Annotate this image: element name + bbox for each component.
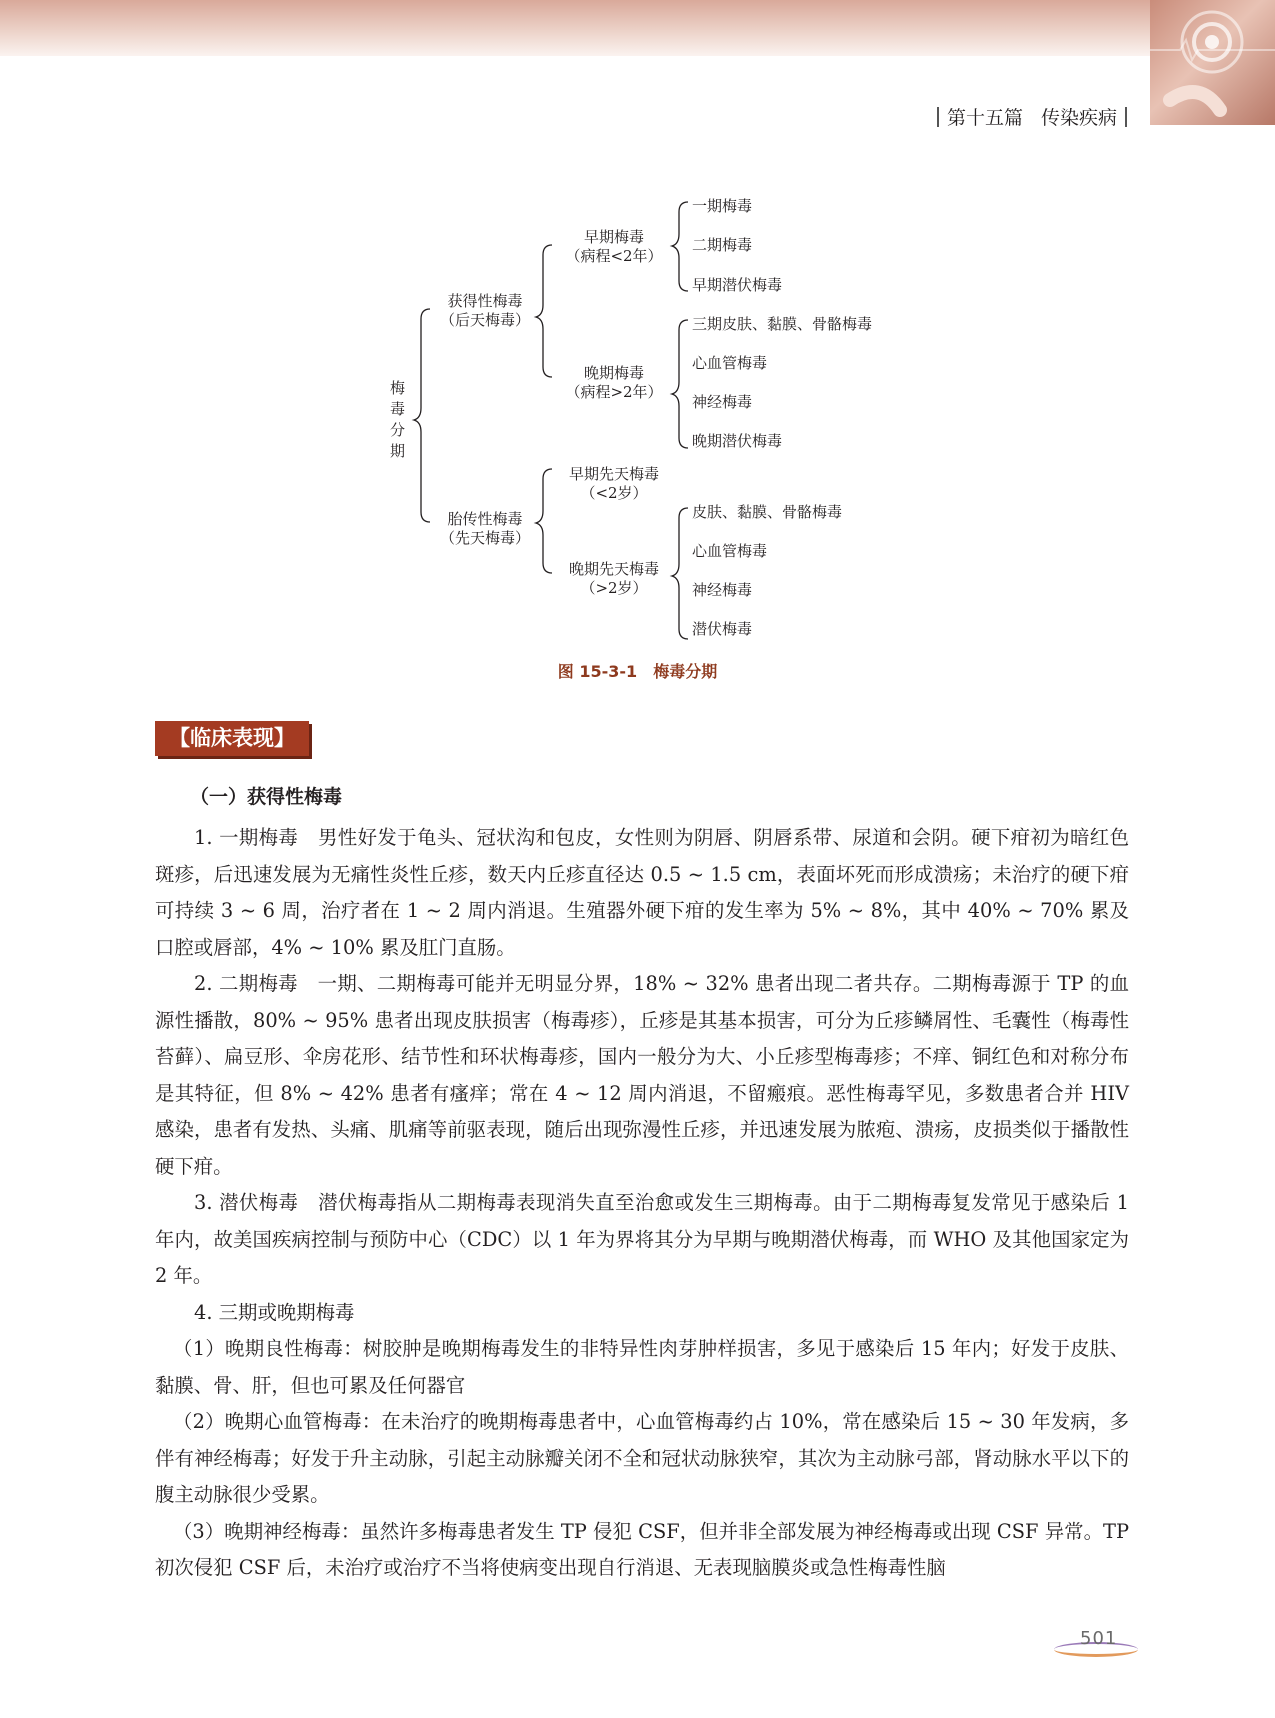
paragraph: 2. 二期梅毒 一期、二期梅毒可能并无明显分界，18% ~ 32% 患者出现二者共存。二期梅毒源于 TP 的血源性播散，80% ~ 95% 患者出现皮肤损害（梅毒疹），丘疹是其基本损害，可分为丘疹鳞屑性、毛囊性（梅毒性苔藓）、扁豆形、伞房花形、结节性和环状梅毒疹，国内一般分为大、小丘疹型梅毒疹；不痒、铜红色和对称分布是其特征，但 8% ~ 42% 患者有瘙痒；常在 4 ~ 12 周内消退，不留瘢痕。恶性梅毒罕见，多数患者合并 HIV 感染，患者有发热、头痛、肌痛等前驱表现，随后出现弥漫性丘疹，并迅速发展为脓疱、溃疡，皮损类似于播散性硬下疳。 (155, 972, 1129, 1178)
leaf-item: 二期梅毒 (692, 236, 753, 254)
paragraph: 1. 一期梅毒 男性好发于龟头、冠状沟和包皮，女性则为阴唇、阴唇系带、尿道和会阴。硬下疳初为暗红色斑疹，后迅速发展为无痛性炎性丘疹，数天内丘疹直径达 0.5 ~ 1.5 cm，表面坏死而形成溃疡；未治疗的硬下疳可持续 3 ~ 6 周，治疗者在 1 ~ 2 周内消退。生殖器外硬下疳的发生率为 5% ~ 8%，其中 40% ~ 70% 累及口腔或唇部，4% ~ 10% 累及肛门直肠。 (155, 826, 1129, 959)
body-text (155, 820, 1129, 1587)
paragraph: 4. 三期或晚期梅毒 (194, 1300, 355, 1324)
figure-number: 图 15-3-1 (557, 662, 638, 681)
leaf-item: 潜伏梅毒 (692, 620, 753, 638)
acquired-node: 获得性梅毒 （后天梅毒） (439, 292, 530, 329)
brace-acquired (536, 245, 552, 377)
root-label (390, 378, 405, 462)
syphilis-staging-diagram (0, 0, 1275, 680)
leaf-item: 三期皮肤、黏膜、骨骼梅毒 (692, 315, 873, 333)
part-title: 传染疾病 (1040, 107, 1117, 129)
acquired-late-node: 晚期梅毒 （病程>2年） (565, 364, 663, 401)
root-char: 分 (390, 421, 406, 439)
leaf-item: 皮肤、黏膜、骨骼梅毒 (692, 503, 843, 521)
paragraph: 3. 潜伏梅毒 潜伏梅毒指从二期梅毒表现消失直至治愈或发生三期梅毒。由于二期梅毒复发常见于感染后 1 年内，故美国疾病控制与预防中心（CDC）以 1 年为界将其分为早期与晚期潜伏梅毒，而 WHO 及其他国家定为 2 年。 (155, 1191, 1129, 1287)
leaf-item: 心血管梅毒 (692, 354, 768, 372)
brace-acquired-early (672, 202, 688, 291)
leaf-item: 一期梅毒 (692, 197, 753, 215)
page-number: 501 (1080, 1628, 1118, 1649)
congenital-early-node: 早期先天梅毒 （<2岁） (568, 465, 659, 502)
leaf-item: 神经梅毒 (692, 581, 753, 599)
leaf-item: 早期潜伏梅毒 (692, 276, 783, 294)
section-heading: 【临床表现】 (155, 721, 309, 756)
congenital-late-node: 晚期先天梅毒 （>2岁） (568, 560, 659, 597)
brace-congenital-late (672, 508, 688, 639)
figure-caption (0, 659, 1275, 682)
brace-root (414, 309, 430, 522)
root-char: 期 (390, 442, 406, 460)
paragraph: （3）晚期神经梅毒：虽然许多梅毒患者发生 TP 侵犯 CSF，但并非全部发展为神经梅毒或出现 CSF 异常。TP 初次侵犯 CSF 后，未治疗或治疗不当将使病变出现自行消退、无表现脑膜炎或急性梅毒性脑 (155, 1519, 1129, 1579)
part-number: 第十五篇 (946, 107, 1023, 129)
paragraph: （2）晚期心血管梅毒：在未治疗的晚期梅毒患者中，心血管梅毒约占 10%，常在感染后 15 ~ 30 年发病，多伴有神经梅毒；好发于升主动脉，引起主动脉瓣关闭不全和冠状动脉狭窄，其次为主动脉弓部，肾动脉水平以下的腹主动脉很少受累。 (155, 1410, 1129, 1506)
subsection-heading: （一）获得性梅毒 (190, 786, 343, 808)
figure-title: 梅毒分期 (653, 662, 718, 681)
brace-congenital (536, 469, 552, 573)
leaf-item: 心血管梅毒 (692, 542, 768, 560)
acquired-early-node: 早期梅毒 （病程<2年） (565, 228, 663, 265)
leaf-item: 晚期潜伏梅毒 (692, 432, 783, 450)
leaf-item: 神经梅毒 (692, 393, 753, 411)
root-char: 梅 (390, 379, 406, 397)
root-char: 毒 (390, 400, 406, 418)
congenital-node: 胎传性梅毒 （先天梅毒） (439, 510, 530, 547)
brace-acquired-late (672, 320, 688, 448)
paragraph: （1）晚期良性梅毒：树胶肿是晚期梅毒发生的非特异性肉芽肿样损害，多见于感染后 15 年内；好发于皮肤、黏膜、骨、肝，但也可累及任何器官 (155, 1337, 1129, 1397)
